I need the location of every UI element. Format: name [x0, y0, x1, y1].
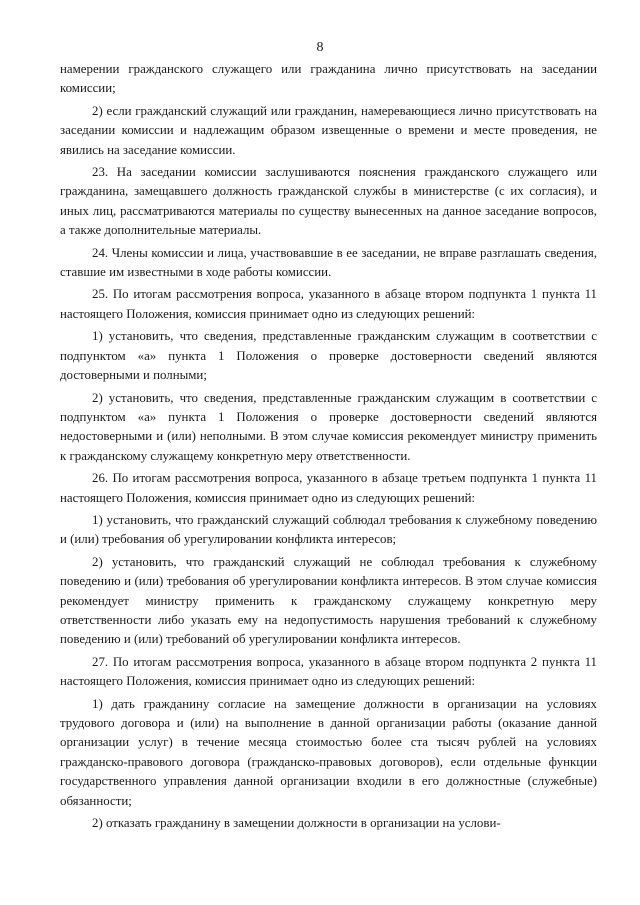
paragraph: 1) установить, что гражданский служащий соблюдал требования к служебному поведению и (или) требования об урегулировании конфликта интересов;: [60, 512, 597, 547]
paragraph: 24. Члены комиссии и лица, участвовавшие в ее заседании, не вправе разглашать сведения, ставшие им известными в ходе работы комиссии.: [60, 245, 597, 280]
paragraph: намерении гражданского служащего или гражданина лично присутствовать на заседании комиссии;: [60, 62, 597, 96]
paragraph: 27. По итогам рассмотрения вопроса, указанного в абзаце втором подпункта 2 пункта 11 настоящего Положения, комиссия принимает одно из следующих решений:: [60, 654, 597, 689]
paragraph: 1) установить, что сведения, представленные гражданским служащим в соответствии с подпунктом «а» пункта 1 Положения о проверке достоверности сведений являются достоверными и полными;: [60, 329, 597, 383]
paragraph: 1) дать гражданину согласие на замещение должности в организации на условиях трудового договора и (или) на выполнение в данной организации работы (оказание данной организации услуг) в течение месяца стоимостью более ста тысяч рублей на условиях гражданско-правового договора (гражданско-правовых договоров), если отдельные функции государственного управления данной организации входили в его должностные (служебные) обязанности;: [60, 696, 597, 808]
paragraph: 2) установить, что сведения, представленные гражданским служащим в соответствии с подпунктом «а» пункта 1 Положения о проверке достоверности сведений являются недостоверными и (или) неполными. В этом случае комиссия рекомендует министру применить к гражданскому служащему конкретную меру ответственности.: [60, 390, 597, 463]
document-body: [60, 60, 597, 836]
paragraph: 2) если гражданский служащий или гражданин, намеревающиеся лично присутствовать на заседании комиссии и надлежащим образом извещенные о времени и месте проведения, не явились на заседание комиссии.: [60, 103, 597, 157]
paragraph: 2) отказать гражданину в замещении должности в организации на услови-: [92, 816, 501, 831]
paragraph: 25. По итогам рассмотрения вопроса, указанного в абзаце втором подпункта 1 пункта 11 настоящего Положения, комиссия принимает одно из следующих решений:: [60, 287, 597, 321]
page-number: 8: [316, 40, 324, 55]
paragraph: 26. По итогам рассмотрения вопроса, указанного в абзаце третьем подпункта 1 пункта 11 настоящего Положения, комиссия принимает одно из следующих решений:: [60, 471, 597, 505]
paragraph: 2) установить, что гражданский служащий не соблюдал требования к служебному поведению и (или) требования об урегулировании конфликта интересов. В этом случае комиссия рекомендует министру применить к гражданскому служащему конкретную меру ответственности либо указать ему на недопустимость нарушения требований к служебному поведению и (или) требований об урегулировании конфликта интересов.: [60, 554, 597, 647]
paragraph: 23. На заседании комиссии заслушиваются пояснения гражданского служащего или гражданина, замещавшего должность гражданской службы в министерстве (с их согласия), и иных лиц, рассматриваются материалы по существу вынесенных на данное заседание вопросов, а также дополнительные материалы.: [60, 165, 597, 238]
